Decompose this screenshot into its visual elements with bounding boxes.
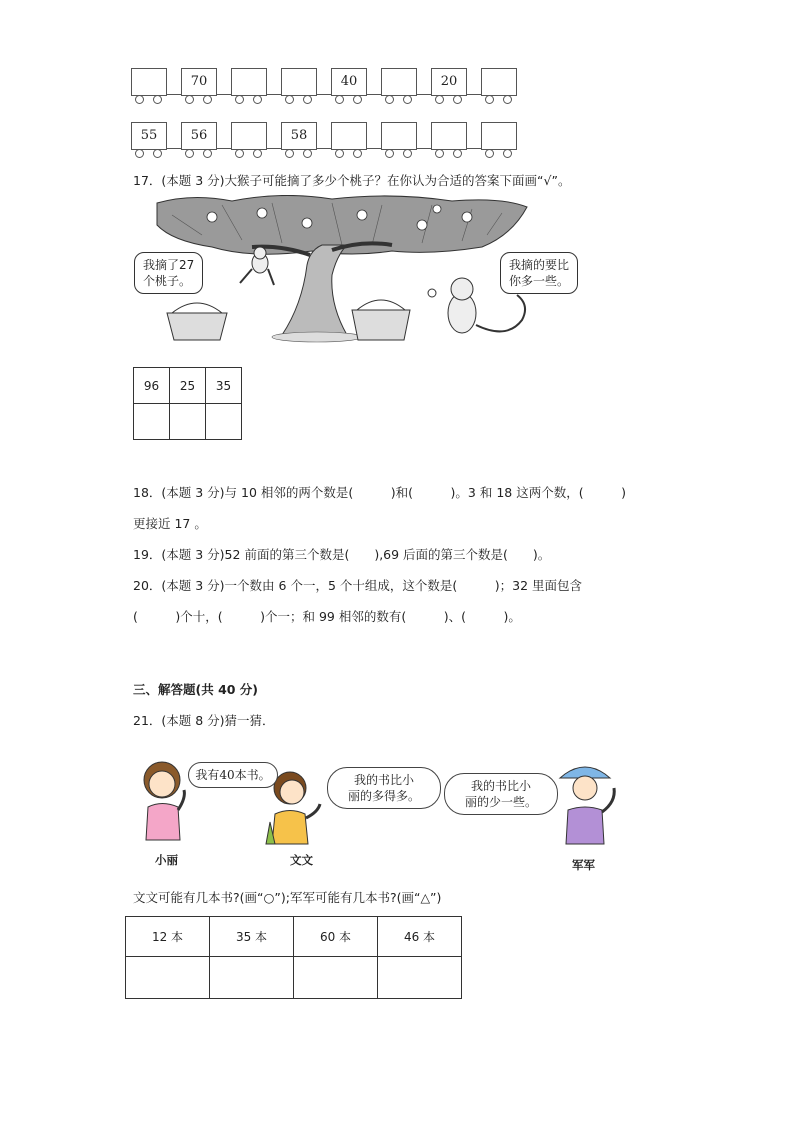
bubble-line: 我摘的要比 — [509, 258, 570, 272]
answer-cell[interactable] — [126, 957, 210, 999]
junjun-speech-cloud — [444, 773, 558, 815]
question-21: 21．(本题 8 分)猜一猜． — [133, 713, 275, 728]
train-car[interactable] — [381, 122, 417, 150]
wheel-icon — [503, 149, 512, 158]
option-cell: 25 — [170, 368, 206, 404]
train-car[interactable]: 56 — [181, 122, 217, 150]
train-car[interactable] — [231, 122, 267, 150]
wheel-icon — [485, 95, 494, 104]
train-car[interactable] — [381, 68, 417, 96]
wheel-icon — [285, 95, 294, 104]
wheel-icon — [385, 95, 394, 104]
wheel-icon — [485, 149, 494, 158]
train-car[interactable]: 40 — [331, 68, 367, 96]
cloud-line: 我的书比小 — [353, 773, 414, 787]
question-17: 17．(本题 3 分)大猴子可能摘了多少个桃子？在你认为合适的答案下面画“√”。 — [133, 173, 571, 188]
name-wenwen: 文文 — [290, 853, 313, 867]
name-junjun: 军军 — [572, 858, 595, 872]
bubble-line: 我摘了27 — [143, 258, 195, 272]
q17-answer-table — [133, 367, 242, 440]
option-cell: 35 — [206, 368, 242, 404]
wenwen-speech-cloud — [327, 767, 441, 809]
wheel-icon — [135, 95, 144, 104]
wheel-icon — [403, 149, 412, 158]
section-heading: 三、解答题(共 40 分) — [133, 682, 259, 697]
wheel-icon — [435, 149, 444, 158]
big-monkey-speech-bubble — [500, 252, 578, 294]
wheel-icon — [135, 149, 144, 158]
train-car[interactable]: 55 — [131, 122, 167, 150]
wheel-icon — [285, 149, 294, 158]
wheel-icon — [235, 149, 244, 158]
cloud-line: 我的书比小 — [470, 779, 531, 793]
wheel-icon — [253, 149, 262, 158]
question-20-line-1: 20．(本题 3 分)一个数由 6 个一，5 个十组成，这个数是( )；32 里面包含 — [133, 578, 583, 593]
train-car[interactable] — [131, 68, 167, 96]
small-monkey-speech-bubble — [134, 252, 203, 294]
wheel-icon — [353, 149, 362, 158]
cloud-line: 丽的少一些。 — [464, 795, 537, 809]
bubble-line: 个桃子。 — [143, 274, 192, 288]
option-cell: 96 — [134, 368, 170, 404]
train-car[interactable] — [481, 68, 517, 96]
wheel-icon — [185, 95, 194, 104]
wheel-icon — [503, 95, 512, 104]
wheel-icon — [303, 149, 312, 158]
train-car[interactable]: 70 — [181, 68, 217, 96]
wheel-icon — [153, 95, 162, 104]
name-xiaoli: 小丽 — [155, 853, 178, 867]
wheel-icon — [353, 95, 362, 104]
wheel-icon — [235, 95, 244, 104]
option-cell: 46 本 — [378, 917, 462, 957]
wheel-icon — [385, 149, 394, 158]
question-20-line-2: ( )个十，( )个一；和 99 相邻的数有( )、( )。 — [133, 609, 521, 624]
wheel-icon — [303, 95, 312, 104]
question-18-line-1: 18．(本题 3 分)与 10 相邻的两个数是( )和( )。3 和 18 这两个数，( ) — [133, 485, 626, 500]
wheel-icon — [153, 149, 162, 158]
answer-cell[interactable] — [294, 957, 378, 999]
option-cell: 35 本 — [210, 917, 294, 957]
question-18-line-2: 更接近 17 。 — [133, 516, 207, 531]
question-21-prompt: 文文可能有几本书?(画“○”);军军可能有几本书?(画“△”) — [133, 890, 442, 905]
wheel-icon — [335, 149, 344, 158]
option-cell: 60 本 — [294, 917, 378, 957]
train-car[interactable]: 20 — [431, 68, 467, 96]
wheel-icon — [403, 95, 412, 104]
train-car[interactable]: 58 — [281, 122, 317, 150]
train-car[interactable] — [231, 68, 267, 96]
wheel-icon — [185, 149, 194, 158]
number-train-2 — [131, 122, 521, 162]
train-car[interactable] — [431, 122, 467, 150]
xiaoli-speech-cloud — [188, 762, 278, 788]
answer-cell[interactable] — [206, 404, 242, 440]
option-cell: 12 本 — [126, 917, 210, 957]
answer-cell[interactable] — [134, 404, 170, 440]
wheel-icon — [453, 149, 462, 158]
wheel-icon — [253, 95, 262, 104]
cloud-line: 我有40本书。 — [195, 768, 271, 782]
wheel-icon — [203, 95, 212, 104]
q21-answer-table — [125, 916, 462, 999]
train-car[interactable] — [331, 122, 367, 150]
wheel-icon — [435, 95, 444, 104]
wheel-icon — [335, 95, 344, 104]
wheel-icon — [453, 95, 462, 104]
answer-cell[interactable] — [378, 957, 462, 999]
cloud-line: 丽的多得多。 — [347, 789, 420, 803]
bubble-line: 你多一些。 — [509, 274, 570, 288]
wheel-icon — [203, 149, 212, 158]
train-car[interactable] — [281, 68, 317, 96]
number-train-1 — [131, 68, 521, 108]
train-car[interactable] — [481, 122, 517, 150]
answer-cell[interactable] — [210, 957, 294, 999]
question-19: 19．(本题 3 分)52 前面的第三个数是( ),69 后面的第三个数是( )。 — [133, 547, 551, 562]
answer-cell[interactable] — [170, 404, 206, 440]
